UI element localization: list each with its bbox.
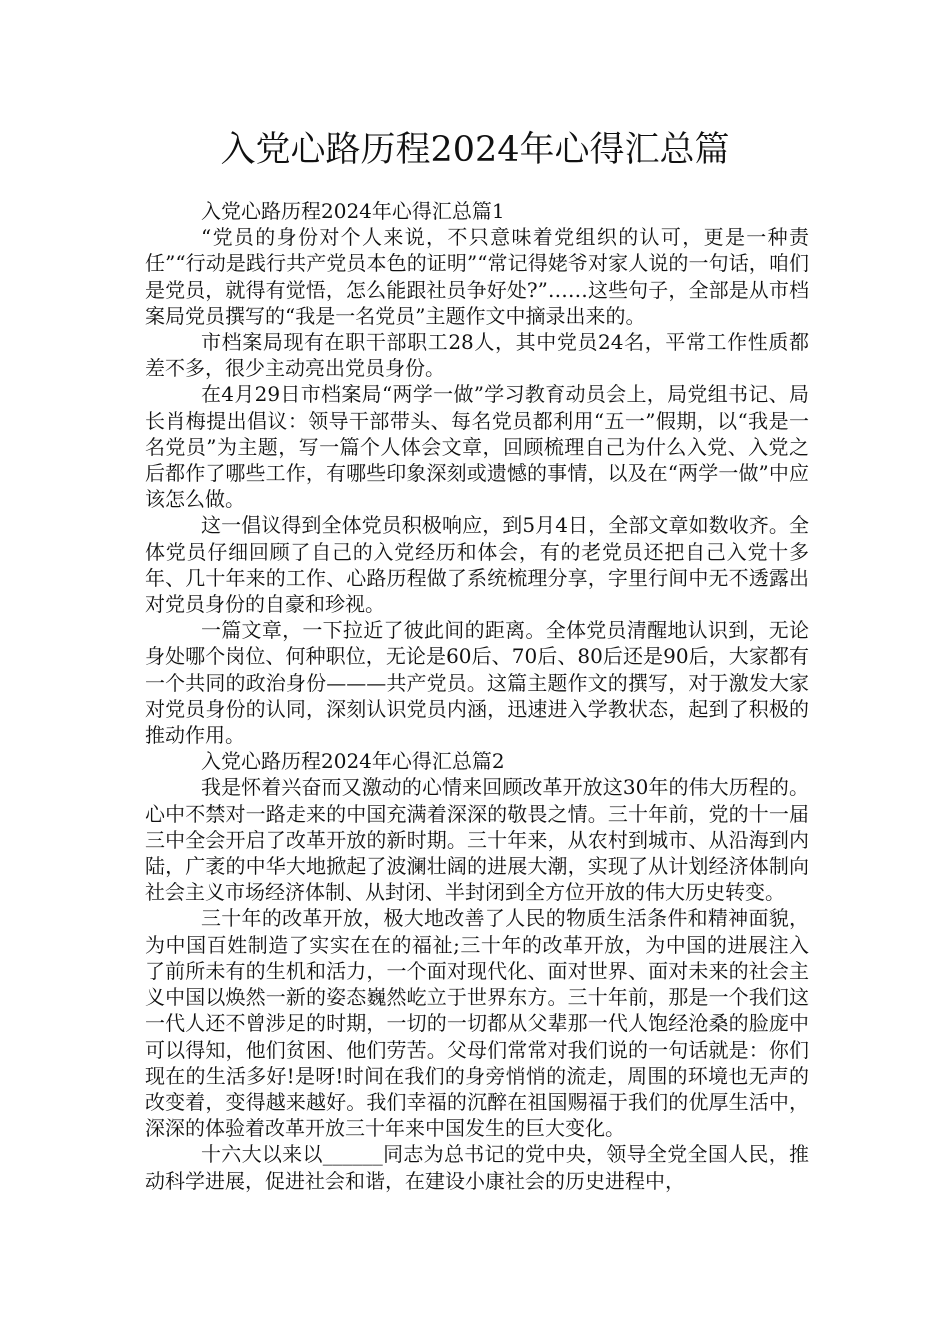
paragraph: 一篇文章，一下拉近了彼此间的距离。全体党员清醒地认识到，无论身处哪个岗位、何种职位，无论是60后、70后、80后还是90后，大家都有一个共同的政治身份———共产党员。这篇主题作文的撰写，对于激发大家对党员身份的认同，深刻认识党员内涵，迅速进入学教状态，起到了积极的推动作用。 bbox=[145, 618, 809, 748]
section-heading-2: 入党心路历程2024年心得汇总篇2 bbox=[201, 749, 505, 774]
paragraph: 三十年的改革开放，极大地改善了人民的物质生活条件和精神面貌，为中国百姓制造了实实在在的福祉;三十年的改革开放，为中国的进展注入了前所未有的生机和活力，一个面对现代化、面对世界、面对未来的社会主义中国以焕然一新的姿态巍然屹立于世界东方。三十年前，那是一个我们这一代人还不曾涉足的时期，一切的一切都从父辈那一代人饱经沧桑的脸庞中可以得知，他们贫困、他们劳苦。父母们常常对我们说的一句话就是：你们现在的生活多好!是呀!时间在我们的身旁悄悄的流走，周围的环境也无声的改变着，变得越来越好。我们幸福的沉醉在祖国赐福于我们的优厚生活中，深深的体验着改革开放三十年来中国发生的巨大变化。 bbox=[145, 906, 809, 1141]
paragraph: “党员的身份对个人来说，不只意味着党组织的认可，更是一种责任”“行动是践行共产党员本色的证明”“常记得姥爷对家人说的一句话，咱们是党员，就得有觉悟，怎么能跟社员争好处?”……这些句子，全部是从市档案局党员撰写的“我是一名党员”主题作文中摘录出来的。 bbox=[145, 225, 809, 328]
paragraph: 十六大以来以______同志为总书记的党中央，领导全党全国人民，推动科学进展，促进社会和谐，在建设小康社会的历史进程中， bbox=[145, 1142, 809, 1193]
paragraph: 在4月29日市档案局“两学一做”学习教育动员会上，局党组书记、局长肖梅提出倡议：领导干部带头、每名党员都利用“五一”假期，以“我是一名党员”为主题，写一篇个人体会文章，回顾梳理自己为什么入党、入党之后都作了哪些工作，有哪些印象深刻或遗憾的事情，以及在“两学一做”中应该怎么做。 bbox=[145, 382, 809, 512]
paragraph: 市档案局现有在职干部职工28人，其中党员24名，平常工作性质都差不多，很少主动亮出党员身份。 bbox=[145, 330, 809, 381]
section-heading-1: 入党心路历程2024年心得汇总篇1 bbox=[201, 199, 505, 223]
paragraph: 这一倡议得到全体党员积极响应，到5月4日，全部文章如数收齐。全体党员仔细回顾了自己的入党经历和体会，有的老党员还把自己入党十多年、几十年来的工作、心路历程做了系统梳理分享，字里行间中无不透露出对党员身份的自豪和珍视。 bbox=[145, 513, 809, 617]
document-body bbox=[145, 198, 809, 1194]
document-title: 入党心路历程2024年心得汇总篇 bbox=[220, 130, 730, 170]
paragraph: 我是怀着兴奋而又激动的心情来回顾改革开放这30年的伟大历程的。心中不禁对一路走来的中国充满着深深的敬畏之情。三十年前，党的十一届三中全会开启了改革开放的新时期。三十年来，从农村到城市、从沿海到内陆，广袤的中华大地掀起了波澜壮阔的进展大潮，实现了从计划经济体制向社会主义市场经济体制、从封闭、半封闭到全方位开放的伟大历史转变。 bbox=[145, 775, 809, 905]
